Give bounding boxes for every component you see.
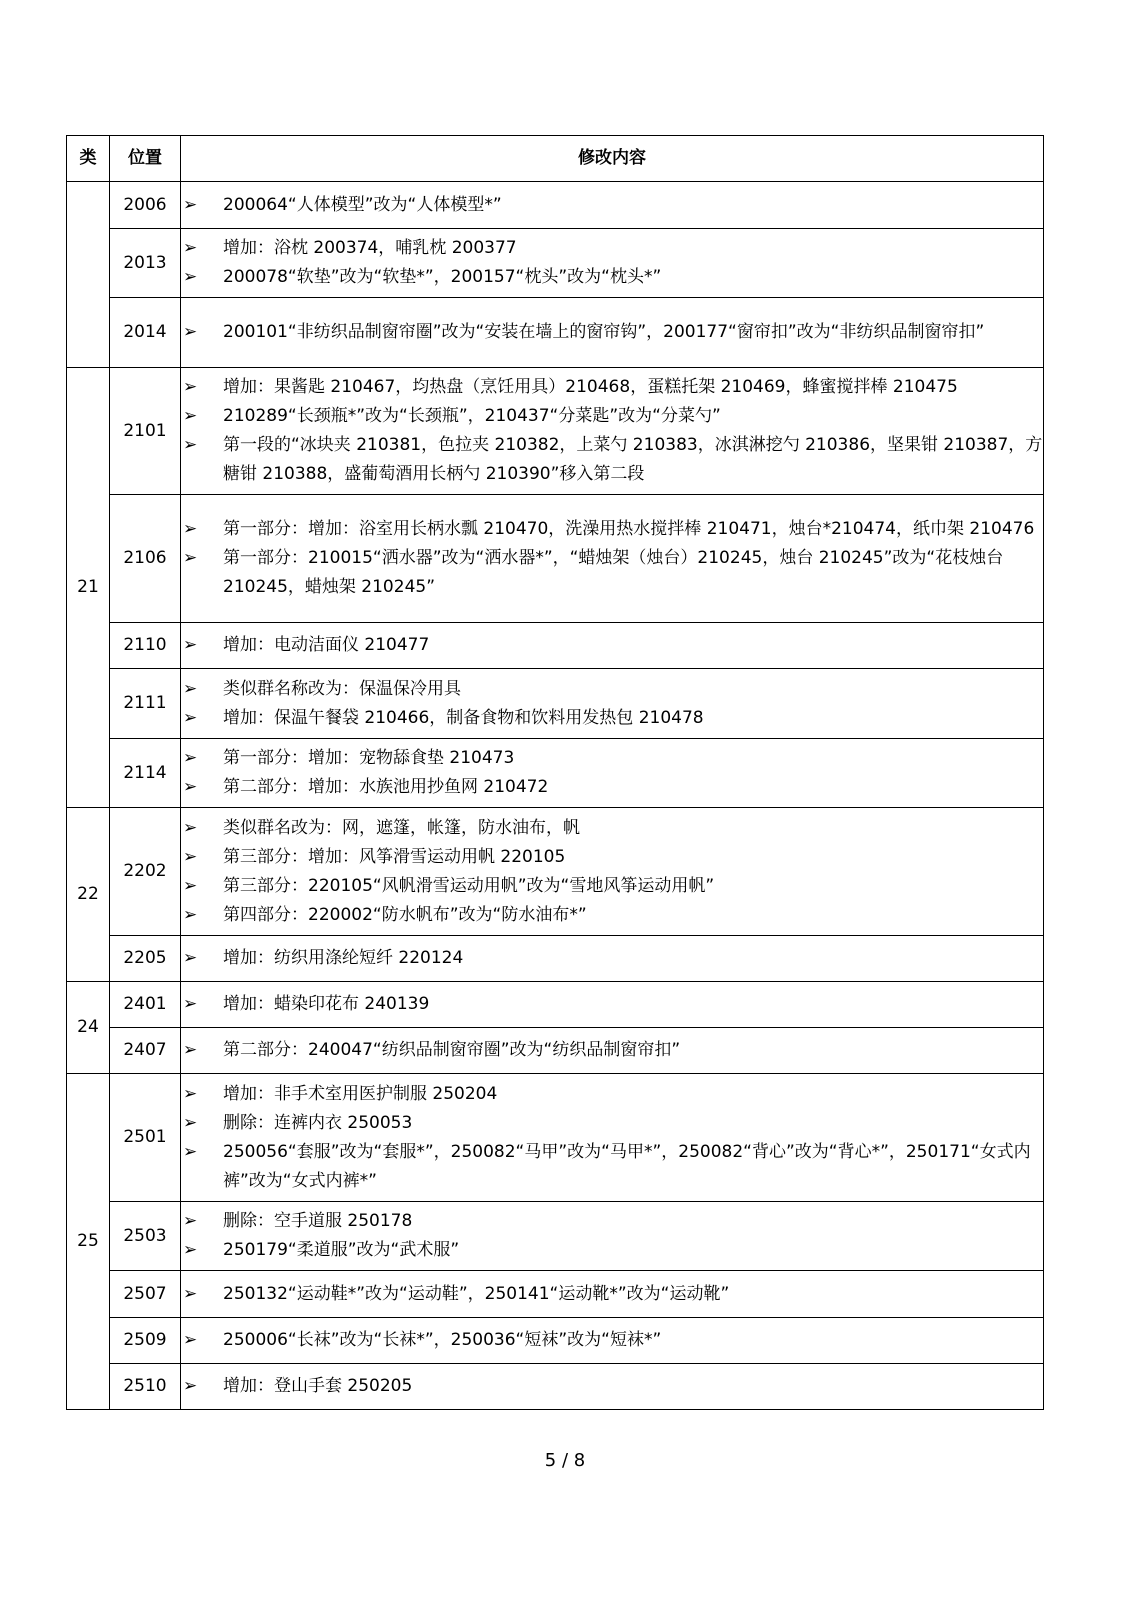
item-text: 第一部分：增加：浴室用长柄水瓢 210470，洗澡用热水搅拌棒 210471，烛台*210474，纸巾架 210476: [223, 519, 1035, 539]
list-item: [181, 191, 1043, 220]
list-item: [181, 744, 1043, 773]
arrow-bullet-icon: ➢: [183, 1141, 198, 1162]
item-text: 第一部分：增加：宠物舔食垫 210473: [223, 748, 515, 768]
position-cell: 2501: [110, 1074, 181, 1202]
list-item: [181, 373, 1043, 402]
table-row: [67, 1271, 1044, 1318]
table-row: [67, 495, 1044, 623]
item-text: 第三部分：220105“风帆滑雪运动用帆”改为“雪地风筝运动用帆”: [223, 875, 715, 896]
arrow-bullet-icon: ➢: [183, 519, 198, 539]
content-cell: [181, 739, 1044, 808]
content-cell: [181, 1364, 1044, 1410]
arrow-bullet-icon: ➢: [183, 1376, 198, 1396]
list-item: [181, 704, 1043, 733]
class-number-cell: 21: [67, 368, 110, 808]
item-text: 类似群名改为：网，遮篷，帐篷，防水油布，帆: [223, 817, 580, 838]
content-cell: [181, 1202, 1044, 1271]
arrow-bullet-icon: ➢: [183, 875, 198, 896]
arrow-bullet-icon: ➢: [183, 435, 198, 455]
position-cell: 2401: [110, 982, 181, 1028]
arrow-bullet-icon: ➢: [183, 1283, 198, 1304]
arrow-bullet-icon: ➢: [183, 846, 198, 867]
table-row: [67, 1074, 1044, 1202]
content-cell: [181, 495, 1044, 623]
list-item: [181, 1326, 1043, 1355]
list-item: [181, 944, 1043, 973]
content-cell: [181, 229, 1044, 298]
position-cell: 2114: [110, 739, 181, 808]
position-cell: 2205: [110, 936, 181, 982]
content-cell: [181, 669, 1044, 739]
arrow-bullet-icon: ➢: [183, 1211, 198, 1231]
item-text: 200101“非纺织品制窗帘圈”改为“安装在墙上的窗帘钩”，200177“窗帘扣”改为“非纺织品制窗帘扣”: [223, 322, 985, 342]
table-row: [67, 1202, 1044, 1271]
item-text: 增加：果酱匙 210467，均热盘（烹饪用具）210468，蛋糕托架 210469，蜂蜜搅拌棒 210475: [223, 377, 958, 397]
position-cell: 2110: [110, 623, 181, 669]
page-number: 5 / 8: [544, 1450, 586, 1471]
position-cell: 2006: [110, 182, 181, 229]
list-item: [181, 675, 1043, 704]
table-row: [67, 368, 1044, 495]
item-text: 增加：浴枕 200374，哺乳枕 200377: [223, 238, 517, 258]
item-text: 250056“套服”改为“套服*”，250082“马甲”改为“马甲*”，250082“背心”改为“背心*”，250171“女式内裤”改为“女式内裤*”: [223, 1141, 1031, 1191]
item-text: 增加：登山手套 250205: [223, 1376, 413, 1396]
position-cell: 2510: [110, 1364, 181, 1410]
arrow-bullet-icon: ➢: [183, 817, 198, 838]
list-item: [181, 872, 1043, 901]
arrow-bullet-icon: ➢: [183, 1330, 198, 1350]
list-item: [181, 843, 1043, 872]
arrow-bullet-icon: ➢: [183, 406, 198, 426]
position-cell: 2202: [110, 808, 181, 936]
amendment-table: [66, 135, 1044, 1410]
arrow-bullet-icon: ➢: [183, 904, 198, 925]
item-text: 增加：蜡染印花布 240139: [223, 994, 430, 1014]
list-item: [181, 1372, 1043, 1401]
item-text: 250006“长袜”改为“长袜*”，250036“短袜”改为“短袜*”: [223, 1330, 662, 1350]
list-item: [181, 1036, 1043, 1065]
arrow-bullet-icon: ➢: [183, 1083, 198, 1104]
list-item: [181, 1207, 1043, 1236]
item-text: 第一部分：210015“洒水器”改为“洒水器*”，“蜡烛架（烛台）210245，烛台 210245”改为“花枝烛台 210245，蜡烛架 210245”: [223, 548, 1004, 597]
content-cell: [181, 1271, 1044, 1318]
content-cell: [181, 298, 1044, 368]
table-row: [67, 229, 1044, 298]
item-text: 210289“长颈瓶*”改为“长颈瓶”，210437“分菜匙”改为“分菜勺”: [223, 406, 721, 426]
position-cell: 2014: [110, 298, 181, 368]
class-number-cell: 24: [67, 982, 110, 1074]
item-text: 删除：连裤内衣 250053: [223, 1112, 413, 1133]
position-cell: 2101: [110, 368, 181, 495]
list-item: [181, 431, 1043, 489]
table-row: [67, 739, 1044, 808]
content-cell: [181, 1074, 1044, 1202]
arrow-bullet-icon: ➢: [183, 948, 198, 968]
table-row: [67, 298, 1044, 368]
arrow-bullet-icon: ➢: [183, 777, 198, 797]
arrow-bullet-icon: ➢: [183, 678, 198, 699]
list-item: [181, 1080, 1043, 1109]
list-item: [181, 1109, 1043, 1138]
list-item: [181, 234, 1043, 263]
content-cell: [181, 182, 1044, 229]
arrow-bullet-icon: ➢: [183, 994, 198, 1014]
position-cell: 2509: [110, 1318, 181, 1364]
item-text: 200078“软垫”改为“软垫*”，200157“枕头”改为“枕头*”: [223, 267, 662, 287]
item-text: 删除：空手道服 250178: [223, 1211, 413, 1231]
arrow-bullet-icon: ➢: [183, 267, 198, 287]
position-cell: 2111: [110, 669, 181, 739]
item-text: 第二部分：240047“纺织品制窗帘圈”改为“纺织品制窗帘扣”: [223, 1040, 681, 1060]
table-row: [67, 1028, 1044, 1074]
list-item: [181, 1138, 1043, 1196]
arrow-bullet-icon: ➢: [183, 707, 198, 728]
header-class: 类: [67, 136, 110, 182]
list-item: [181, 990, 1043, 1019]
class-number-cell: 22: [67, 808, 110, 982]
item-text: 类似群名称改为：保温保冷用具: [223, 678, 461, 699]
list-item: [181, 1280, 1043, 1309]
position-cell: 2503: [110, 1202, 181, 1271]
content-cell: [181, 982, 1044, 1028]
table-row: [67, 1318, 1044, 1364]
table-row: [67, 182, 1044, 229]
list-item: [181, 544, 1043, 602]
item-text: 第一段的“冰块夹 210381，色拉夹 210382，上菜勺 210383，冰淇淋挖勺 210386，坚果钳 210387，方糖钳 210388，盛葡萄酒用长柄勺 210390”移入第二段: [223, 435, 1043, 484]
content-cell: [181, 1318, 1044, 1364]
item-text: 第四部分：220002“防水帆布”改为“防水油布*”: [223, 904, 587, 925]
position-cell: 2013: [110, 229, 181, 298]
table-body: [67, 182, 1044, 1410]
arrow-bullet-icon: ➢: [183, 635, 198, 655]
item-text: 增加：纺织用涤纶短纤 220124: [223, 948, 464, 968]
header-position: 位置: [110, 136, 181, 182]
list-item: [181, 1236, 1043, 1265]
item-text: 第三部分：增加：风筝滑雪运动用帆 220105: [223, 846, 566, 867]
position-cell: 2407: [110, 1028, 181, 1074]
class-number-cell: 25: [67, 1074, 110, 1410]
table-row: [67, 982, 1044, 1028]
item-text: 增加：非手术室用医护制服 250204: [223, 1083, 498, 1104]
header-content: 修改内容: [181, 136, 1044, 182]
table-row: [67, 808, 1044, 936]
table-row: [67, 669, 1044, 739]
list-item: [181, 402, 1043, 431]
arrow-bullet-icon: ➢: [183, 322, 198, 342]
arrow-bullet-icon: ➢: [183, 748, 198, 768]
content-cell: [181, 1028, 1044, 1074]
list-item: [181, 263, 1043, 292]
list-item: [181, 318, 1043, 347]
position-cell: 2106: [110, 495, 181, 623]
table-row: [67, 936, 1044, 982]
item-text: 200064“人体模型”改为“人体模型*”: [223, 194, 502, 215]
class-number-cell: [67, 182, 110, 368]
table-header-row: [67, 136, 1044, 182]
table-row: [67, 623, 1044, 669]
content-cell: [181, 808, 1044, 936]
item-text: 增加：电动洁面仪 210477: [223, 635, 430, 655]
list-item: [181, 631, 1043, 660]
content-cell: [181, 368, 1044, 495]
arrow-bullet-icon: ➢: [183, 548, 198, 568]
arrow-bullet-icon: ➢: [183, 1112, 198, 1133]
content-cell: [181, 936, 1044, 982]
item-text: 第二部分：增加：水族池用抄鱼网 210472: [223, 777, 549, 797]
list-item: [181, 814, 1043, 843]
arrow-bullet-icon: ➢: [183, 194, 198, 215]
item-text: 增加：保温午餐袋 210466，制备食物和饮料用发热包 210478: [223, 707, 704, 728]
list-item: [181, 515, 1043, 544]
position-cell: 2507: [110, 1271, 181, 1318]
content-cell: [181, 623, 1044, 669]
item-text: 250132“运动鞋*”改为“运动鞋”，250141“运动靴*”改为“运动靴”: [223, 1283, 730, 1304]
list-item: [181, 901, 1043, 930]
table-row: [67, 1364, 1044, 1410]
list-item: [181, 773, 1043, 802]
arrow-bullet-icon: ➢: [183, 377, 198, 397]
item-text: 250179“柔道服”改为“武术服”: [223, 1240, 460, 1260]
arrow-bullet-icon: ➢: [183, 1040, 198, 1060]
arrow-bullet-icon: ➢: [183, 1240, 198, 1260]
arrow-bullet-icon: ➢: [183, 238, 198, 258]
